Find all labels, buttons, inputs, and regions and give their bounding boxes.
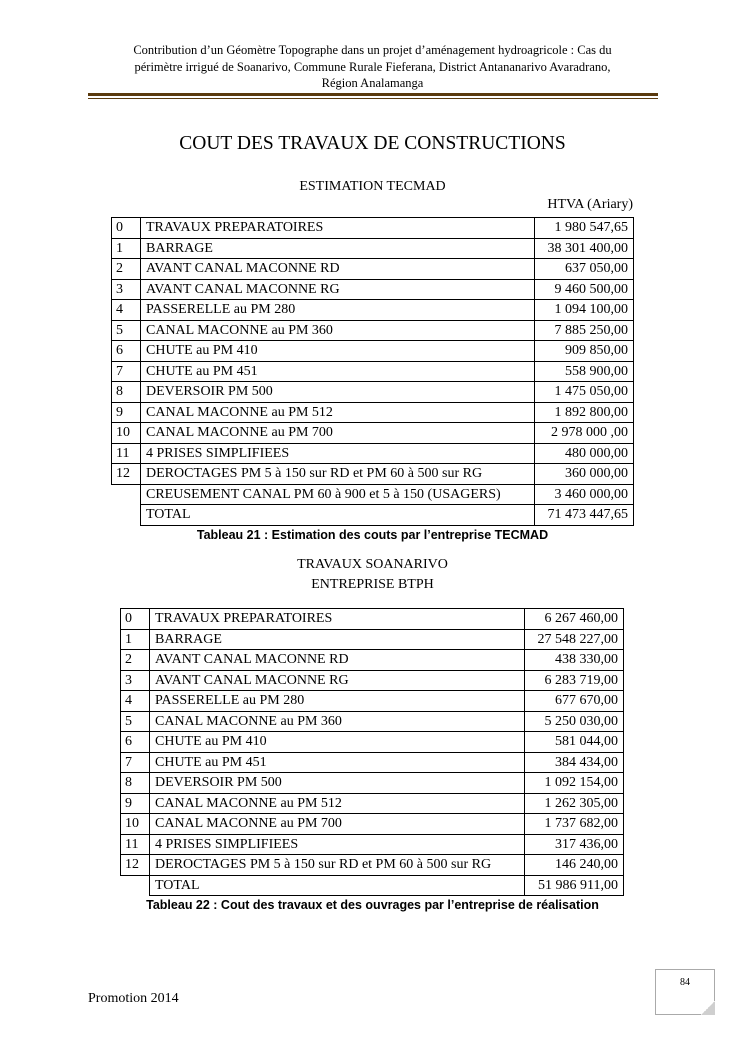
table-row <box>112 361 634 382</box>
row-number: 12 <box>112 464 141 485</box>
table-row <box>121 834 624 855</box>
table2-caption: Tableau 22 : Cout des travaux et des ouvrages par l’entreprise de réalisation <box>146 898 599 912</box>
blank-cell <box>112 505 141 526</box>
row-number: 1 <box>121 629 150 650</box>
table-row <box>121 609 624 630</box>
row-number: 6 <box>121 732 150 753</box>
row-label: PASSERELLE au PM 280 <box>150 691 525 712</box>
row-value: 1 892 800,00 <box>535 402 634 423</box>
blank-cell <box>121 875 150 896</box>
row-value: 581 044,00 <box>525 732 624 753</box>
row-number: 0 <box>121 609 150 630</box>
row-value: 438 330,00 <box>525 650 624 671</box>
row-value: 1 262 305,00 <box>525 793 624 814</box>
row-label: TRAVAUX PREPARATOIRES <box>150 609 525 630</box>
row-number: 11 <box>112 443 141 464</box>
row-label: PASSERELLE au PM 280 <box>141 300 535 321</box>
row-number: 5 <box>121 711 150 732</box>
row-label: BARRAGE <box>150 629 525 650</box>
row-label: CANAL MACONNE au PM 360 <box>150 711 525 732</box>
table-row <box>112 259 634 280</box>
row-value: 360 000,00 <box>535 464 634 485</box>
row-number: 6 <box>112 341 141 362</box>
row-label: AVANT CANAL MACONNE RG <box>150 670 525 691</box>
row-value: 6 267 460,00 <box>525 609 624 630</box>
row-number: 2 <box>121 650 150 671</box>
table-row <box>121 814 624 835</box>
table-row <box>121 650 624 671</box>
row-number: 1 <box>112 238 141 259</box>
header-rule-thin <box>88 98 658 99</box>
row-value: 317 436,00 <box>525 834 624 855</box>
table1-body <box>112 218 634 526</box>
row-label: CREUSEMENT CANAL PM 60 à 900 et 5 à 150 (USAGERS) <box>141 484 535 505</box>
row-value: 1 094 100,00 <box>535 300 634 321</box>
row-number: 4 <box>121 691 150 712</box>
row-number: 2 <box>112 259 141 280</box>
row-number: 10 <box>121 814 150 835</box>
row-label: AVANT CANAL MACONNE RD <box>141 259 535 280</box>
row-value: 3 460 000,00 <box>535 484 634 505</box>
table-row <box>121 670 624 691</box>
row-value: 637 050,00 <box>535 259 634 280</box>
table2-heading-2: ENTREPRISE BTPH <box>311 577 434 592</box>
row-number: 9 <box>121 793 150 814</box>
row-number: 7 <box>112 361 141 382</box>
table-row <box>112 423 634 444</box>
table-row <box>121 711 624 732</box>
row-value: 558 900,00 <box>535 361 634 382</box>
row-value: 480 000,00 <box>535 443 634 464</box>
row-label: AVANT CANAL MACONNE RD <box>150 650 525 671</box>
table-row <box>112 218 634 239</box>
table-row <box>121 793 624 814</box>
page-header <box>95 42 650 92</box>
table-row-total <box>121 875 624 896</box>
row-label: AVANT CANAL MACONNE RG <box>141 279 535 300</box>
table-row <box>121 773 624 794</box>
table-row <box>112 382 634 403</box>
row-number: 9 <box>112 402 141 423</box>
header-line-1: Contribution d’un Géomètre Topographe dans un projet d’aménagement hydroagricole : Cas du <box>133 43 612 57</box>
row-label: CANAL MACONNE au PM 700 <box>141 423 535 444</box>
blank-cell <box>112 484 141 505</box>
table1-heading: ESTIMATION TECMAD <box>299 179 446 194</box>
table1-caption: Tableau 21 : Estimation des couts par l’entreprise TECMAD <box>196 528 549 542</box>
total-value: 51 986 911,00 <box>525 875 624 896</box>
row-number: 7 <box>121 752 150 773</box>
row-number: 3 <box>121 670 150 691</box>
row-value: 384 434,00 <box>525 752 624 773</box>
row-value: 6 283 719,00 <box>525 670 624 691</box>
table2-body <box>121 609 624 896</box>
row-label: CANAL MACONNE au PM 360 <box>141 320 535 341</box>
row-number: 4 <box>112 300 141 321</box>
row-number: 0 <box>112 218 141 239</box>
table-row <box>112 443 634 464</box>
total-label: TOTAL <box>150 875 525 896</box>
row-value: 7 885 250,00 <box>535 320 634 341</box>
header-line-2: périmètre irrigué de Soanarivo, Commune Rurale Fieferana, District Antananarivo Avaradrano, <box>134 59 611 74</box>
table2-heading-1: TRAVAUX SOANARIVO <box>297 557 448 572</box>
table1-unit: HTVA (Ariary) <box>547 197 633 212</box>
row-label: 4 PRISES SIMPLIFIEES <box>141 443 535 464</box>
row-label: CHUTE au PM 451 <box>150 752 525 773</box>
table-row-total <box>112 505 634 526</box>
row-number: 8 <box>121 773 150 794</box>
table-row <box>121 752 624 773</box>
row-label: TRAVAUX PREPARATOIRES <box>141 218 535 239</box>
row-value: 27 548 227,00 <box>525 629 624 650</box>
row-value: 146 240,00 <box>525 855 624 876</box>
row-number: 11 <box>121 834 150 855</box>
row-label: DEVERSOIR PM 500 <box>150 773 525 794</box>
table-row <box>112 464 634 485</box>
table-row <box>112 238 634 259</box>
row-label: CANAL MACONNE au PM 700 <box>150 814 525 835</box>
row-number: 5 <box>112 320 141 341</box>
table-row-extra <box>112 484 634 505</box>
page-number-box <box>655 969 715 1015</box>
row-value: 909 850,00 <box>535 341 634 362</box>
row-value: 677 670,00 <box>525 691 624 712</box>
header-rule-thick <box>88 93 658 96</box>
row-label: CHUTE au PM 410 <box>150 732 525 753</box>
table-row <box>121 732 624 753</box>
row-value: 38 301 400,00 <box>535 238 634 259</box>
row-label: CHUTE au PM 410 <box>141 341 535 362</box>
footer-promotion: Promotion 2014 <box>88 991 179 1006</box>
row-value: 1 980 547,65 <box>535 218 634 239</box>
row-number: 10 <box>112 423 141 444</box>
table-row <box>112 320 634 341</box>
table-row <box>121 629 624 650</box>
row-value: 1 092 154,00 <box>525 773 624 794</box>
table-row <box>121 691 624 712</box>
tecmad-estimation-table <box>111 217 634 526</box>
row-label: CANAL MACONNE au PM 512 <box>141 402 535 423</box>
table-row <box>121 855 624 876</box>
table-row <box>112 402 634 423</box>
row-label: CANAL MACONNE au PM 512 <box>150 793 525 814</box>
row-label: CHUTE au PM 451 <box>141 361 535 382</box>
row-number: 3 <box>112 279 141 300</box>
table-row <box>112 300 634 321</box>
row-value: 9 460 500,00 <box>535 279 634 300</box>
row-number: 8 <box>112 382 141 403</box>
total-value: 71 473 447,65 <box>535 505 634 526</box>
row-label: DEROCTAGES PM 5 à 150 sur RD et PM 60 à 500 sur RG <box>141 464 535 485</box>
page-title: COUT DES TRAVAUX DE CONSTRUCTIONS <box>179 133 566 154</box>
row-label: 4 PRISES SIMPLIFIEES <box>150 834 525 855</box>
table-row <box>112 279 634 300</box>
row-label: BARRAGE <box>141 238 535 259</box>
page-fold-corner <box>701 1001 715 1015</box>
row-label: DEVERSOIR PM 500 <box>141 382 535 403</box>
row-value: 2 978 000 ,00 <box>535 423 634 444</box>
row-label: DEROCTAGES PM 5 à 150 sur RD et PM 60 à 500 sur RG <box>150 855 525 876</box>
row-value: 5 250 030,00 <box>525 711 624 732</box>
btph-cost-table <box>120 608 624 896</box>
row-number: 12 <box>121 855 150 876</box>
page-number: 84 <box>680 977 690 988</box>
row-value: 1 737 682,00 <box>525 814 624 835</box>
row-value: 1 475 050,00 <box>535 382 634 403</box>
table-row <box>112 341 634 362</box>
total-label: TOTAL <box>141 505 535 526</box>
header-line-3: Région Analamanga <box>321 76 424 90</box>
